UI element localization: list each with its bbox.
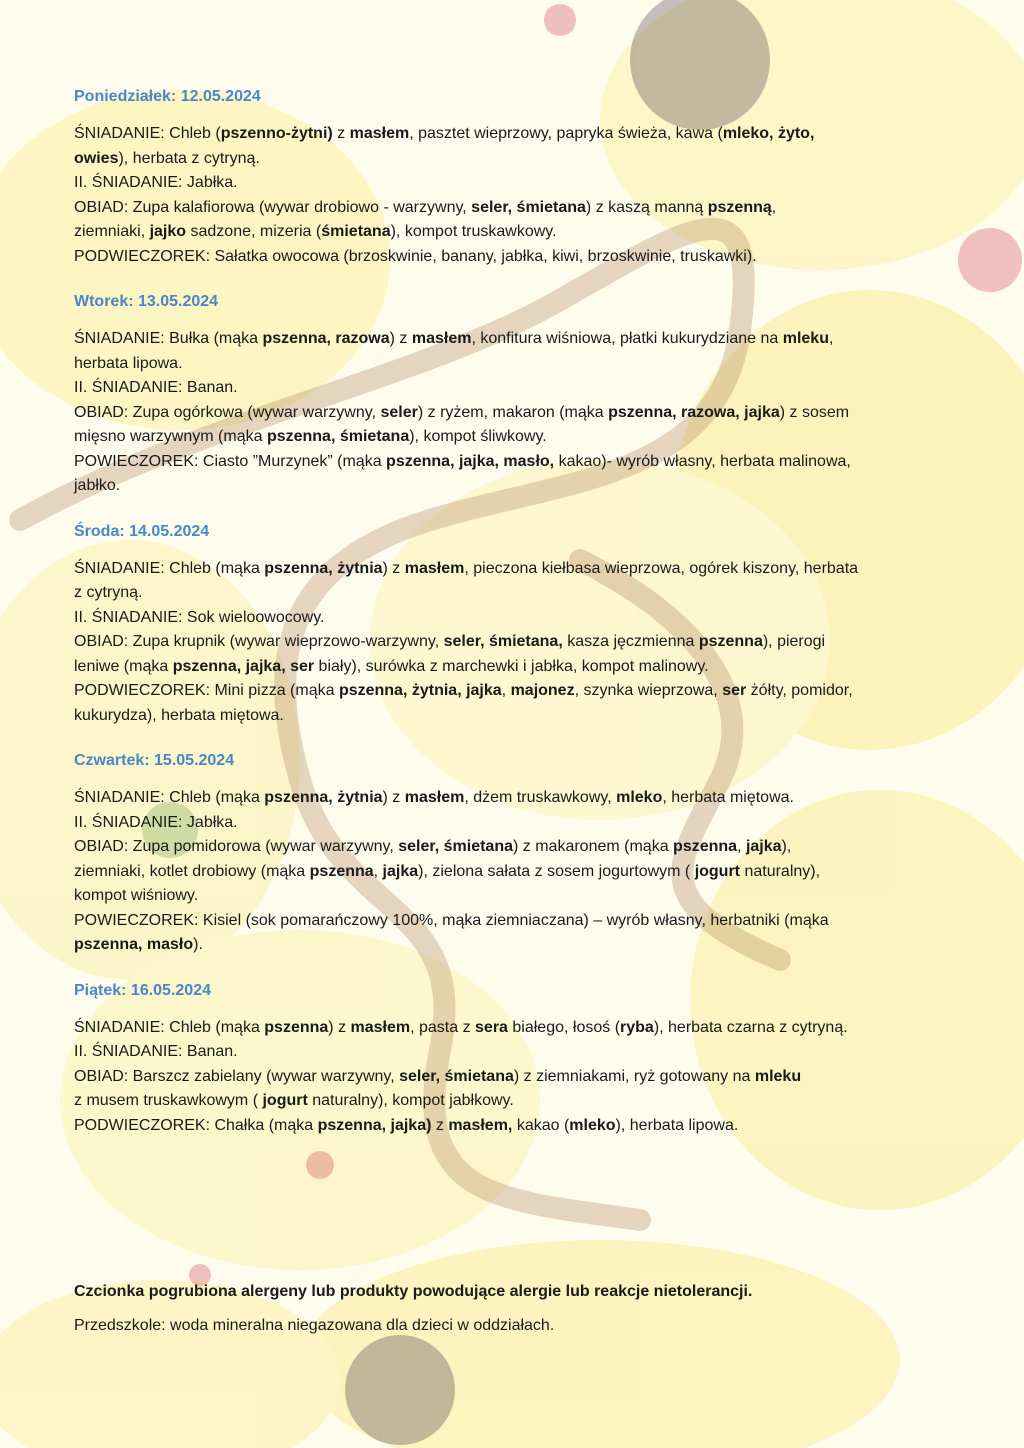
meal-text: PODWIECZOREK: Sałatka owocowa (brzoskwinie, banany, jabłka, kiwi, brzoskwinie, truskawki).	[74, 247, 757, 265]
allergen-text: ser	[722, 682, 747, 699]
meal-line	[74, 606, 974, 631]
meal-line	[74, 245, 974, 270]
meal-line	[74, 835, 974, 909]
allergen-text: pszenna	[264, 1018, 329, 1036]
meal-text: , herbata miętowa.	[662, 789, 794, 806]
allergen-text: pszenna, masło	[74, 936, 194, 953]
meal-line	[74, 630, 974, 679]
meal-text: naturalny), kompot wiśniowy.	[74, 862, 821, 904]
meal-text: ,	[737, 838, 746, 855]
meal-text: naturalny), kompot jabłkowy.	[307, 1092, 514, 1109]
meal-text: OBIAD: Zupa kalafiorowa (wywar drobiowo - warzywny,	[74, 198, 472, 216]
allergen-text: jajka	[745, 838, 782, 855]
allergen-text: masłem	[404, 789, 465, 806]
meal-text: , pasta z	[410, 1018, 476, 1036]
meal-text: ), ziemniaki, kotlet drobiowy (mąka	[74, 838, 792, 880]
meal-text: , ziemniaki,	[74, 198, 777, 240]
allergen-text: jogurt	[262, 1092, 308, 1109]
meal-text: sadzone, mizeria (	[186, 223, 322, 240]
meal-text: II. ŚNIADANIE: Sok wieloowocowy.	[74, 608, 325, 626]
meal-text: ) z kaszą manną	[585, 198, 708, 216]
meal-text: ), kompot truskawkowy.	[390, 223, 557, 240]
meal-text: ), kompot śliwkowy.	[409, 428, 547, 445]
day-section	[74, 86, 974, 269]
meal-line	[74, 1065, 974, 1114]
day-title: Środa: 14.05.2024	[74, 522, 210, 540]
allergen-text: pszenna, żytnia, jajka	[338, 682, 502, 699]
allergen-text: seler	[380, 403, 418, 421]
allergen-text: pszenna	[698, 633, 763, 650]
meal-line	[74, 196, 974, 245]
meal-text: kakao)- wyrób własny, herbata malinowa, jabłko.	[74, 452, 851, 494]
allergen-text: pszenna, śmietana	[266, 428, 410, 445]
allergen-text: pszenną	[707, 198, 772, 216]
meal-text: , szynka wieprzowa,	[574, 682, 723, 699]
allergen-text: pszenna, jajka, ser	[172, 657, 315, 675]
allergen-text: seler, śmietana	[399, 1067, 514, 1085]
meal-line	[74, 171, 974, 196]
meal-text: , pieczona kiełbasa wieprzowa, ogórek kiszony, herbata z cytryną.	[74, 559, 859, 601]
menu-content	[74, 86, 974, 1160]
allergen-text: sera	[475, 1018, 508, 1036]
meal-text: PODWIECZOREK: Chałka (mąka	[74, 1116, 318, 1134]
meal-text: II. ŚNIADANIE: Jabłka.	[74, 813, 238, 831]
allergen-text: masłem	[350, 1018, 411, 1036]
meal-text: POWIECZOREK: Ciasto ”Murzynek” (mąka	[74, 452, 387, 470]
allergen-text: pszenna, żytnia	[264, 789, 383, 806]
meal-text: ) z ryżem, makaron (mąka	[417, 403, 609, 421]
meal-line	[74, 909, 974, 958]
meal-text: z	[332, 125, 350, 142]
meal-line	[74, 1016, 974, 1041]
meal-text: PODWIECZOREK: Mini pizza (mąka	[74, 682, 339, 699]
meal-text: ), zielona sałata z sosem jogurtowym (	[418, 862, 695, 880]
allergen-text: seler, śmietana,	[443, 633, 563, 650]
meal-line	[74, 122, 974, 171]
meal-text: żółty, pomidor, kukurydza), herbata miętowa.	[74, 682, 853, 724]
meal-text: ) z makaronem (mąka	[513, 838, 674, 855]
allergen-text: seler, śmietana	[398, 838, 513, 855]
meal-text: , dżem truskawkowy,	[464, 789, 617, 806]
meal-text: ), herbata lipowa.	[615, 1116, 739, 1134]
allergen-note: Czcionka pogrubiona alergeny lub produkty powodujące alergie lub reakcje nietolerancji.	[74, 1283, 753, 1300]
meal-text: białego, łosoś (	[507, 1018, 621, 1036]
allergen-text: pszenna	[673, 838, 738, 855]
allergen-text: pszenna	[309, 862, 374, 880]
allergen-text: pszenna, razowa, jajka	[608, 403, 780, 421]
meal-line	[74, 811, 974, 836]
preschool-note: Przedszkole: woda mineralna niegazowana dla dzieci w oddziałach.	[74, 1317, 555, 1334]
day-section	[74, 521, 974, 729]
allergen-text: mleko	[569, 1116, 616, 1134]
allergen-text: jajka	[382, 862, 419, 880]
allergen-text: masłem	[411, 330, 472, 347]
day-title: Czwartek: 15.05.2024	[74, 752, 235, 769]
allergen-text: pszenna, jajka)	[317, 1116, 432, 1134]
meal-text: ) z	[328, 1018, 351, 1036]
meal-text: OBIAD: Zupa ogórkowa (wywar warzywny,	[74, 403, 381, 421]
allergen-text: jajko	[149, 223, 187, 240]
meal-text: ŚNIADANIE: Chleb (mąka	[74, 789, 265, 806]
day-section	[74, 980, 974, 1139]
day-section	[74, 750, 974, 958]
meal-line	[74, 679, 974, 728]
allergen-text: masłem,	[448, 1116, 513, 1134]
meal-text: II. ŚNIADANIE: Banan.	[74, 379, 238, 396]
allergen-text: majonez	[510, 682, 575, 699]
meal-text: , konfitura wiśniowa, płatki kukurydziane na	[471, 330, 783, 347]
meal-line	[74, 450, 974, 499]
meal-text: z musem truskawkowym (	[74, 1092, 259, 1109]
meal-line	[74, 327, 974, 376]
meal-text: ) z	[389, 330, 412, 347]
meal-text: ) z	[382, 559, 405, 577]
day-section	[74, 291, 974, 499]
meal-text: z	[431, 1116, 449, 1134]
meal-line	[74, 1114, 974, 1139]
allergen-text: mleko, żyto,	[722, 125, 815, 142]
meal-text: ŚNIADANIE: Chleb (	[74, 125, 221, 142]
meal-line	[74, 786, 974, 811]
allergen-text: masłem	[349, 125, 410, 142]
meal-line	[74, 557, 974, 606]
meal-text: ,	[501, 682, 511, 699]
allergen-text: masłem	[404, 559, 465, 577]
meal-text: OBIAD: Zupa krupnik (wywar wieprzowo-warzywny,	[74, 633, 444, 650]
day-title: Piątek: 16.05.2024	[74, 981, 211, 999]
allergen-text: ryba	[620, 1018, 654, 1036]
meal-text: POWIECZOREK: Kisiel (sok pomarańczowy 100%, mąka ziemniaczana) – wyrób własny, herbatniki (mąka	[74, 911, 829, 929]
allergen-text: pszenna, jajka, masło,	[386, 452, 555, 470]
meal-text: , pasztet wieprzowy, papryka świeża, kawa (	[409, 125, 723, 142]
meal-text: ) z sosem mięsno warzywnym (mąka	[74, 403, 850, 445]
meal-text: ), pierogi leniwe (mąka	[74, 633, 826, 675]
meal-text: ) z ziemniakami, ryż gotowany na	[513, 1067, 755, 1085]
meal-text: ŚNIADANIE: Bułka (mąka	[74, 330, 263, 347]
meal-text: ), herbata czarna z cytryną.	[653, 1018, 848, 1036]
meal-text: ŚNIADANIE: Chleb (mąka	[74, 559, 265, 577]
allergen-text: pszenno-żytni)	[220, 125, 333, 142]
allergen-text: mleku	[782, 330, 829, 347]
allergen-text: śmietana	[321, 223, 391, 240]
meal-text: II. ŚNIADANIE: Banan.	[74, 1043, 238, 1060]
meal-text: kakao (	[512, 1116, 570, 1134]
day-title: Poniedziałek: 12.05.2024	[74, 88, 261, 105]
meal-text: , herbata lipowa.	[74, 330, 834, 372]
meal-text: ,	[373, 862, 383, 880]
meal-text: OBIAD: Barszcz zabielany (wywar warzywny,	[74, 1067, 400, 1085]
allergen-text: jogurt	[694, 862, 741, 880]
meal-text: ).	[193, 936, 203, 953]
allergen-text: pszenna, razowa	[262, 330, 390, 347]
meal-line	[74, 1040, 974, 1065]
meal-text: kasza jęczmienna	[562, 633, 699, 650]
meal-text: ) z	[382, 789, 405, 806]
meal-text: ŚNIADANIE: Chleb (mąka	[74, 1018, 265, 1036]
footer	[74, 1280, 974, 1338]
allergen-text: seler, śmietana	[471, 198, 586, 216]
meal-line	[74, 376, 974, 401]
meal-text: biały), surówka z marchewki i jabłka, kompot malinowy.	[314, 657, 709, 675]
meal-text: ), herbata z cytryną.	[118, 149, 260, 167]
allergen-text: owies	[74, 149, 119, 167]
meal-line	[74, 401, 974, 450]
meal-text: OBIAD: Zupa pomidorowa (wywar warzywny,	[74, 838, 399, 855]
allergen-text: mleku	[754, 1067, 802, 1085]
allergen-text: pszenna, żytnia	[264, 559, 383, 577]
meal-text: II. ŚNIADANIE: Jabłka.	[74, 174, 238, 191]
day-title: Wtorek: 13.05.2024	[74, 293, 219, 310]
allergen-text: mleko	[616, 789, 663, 806]
